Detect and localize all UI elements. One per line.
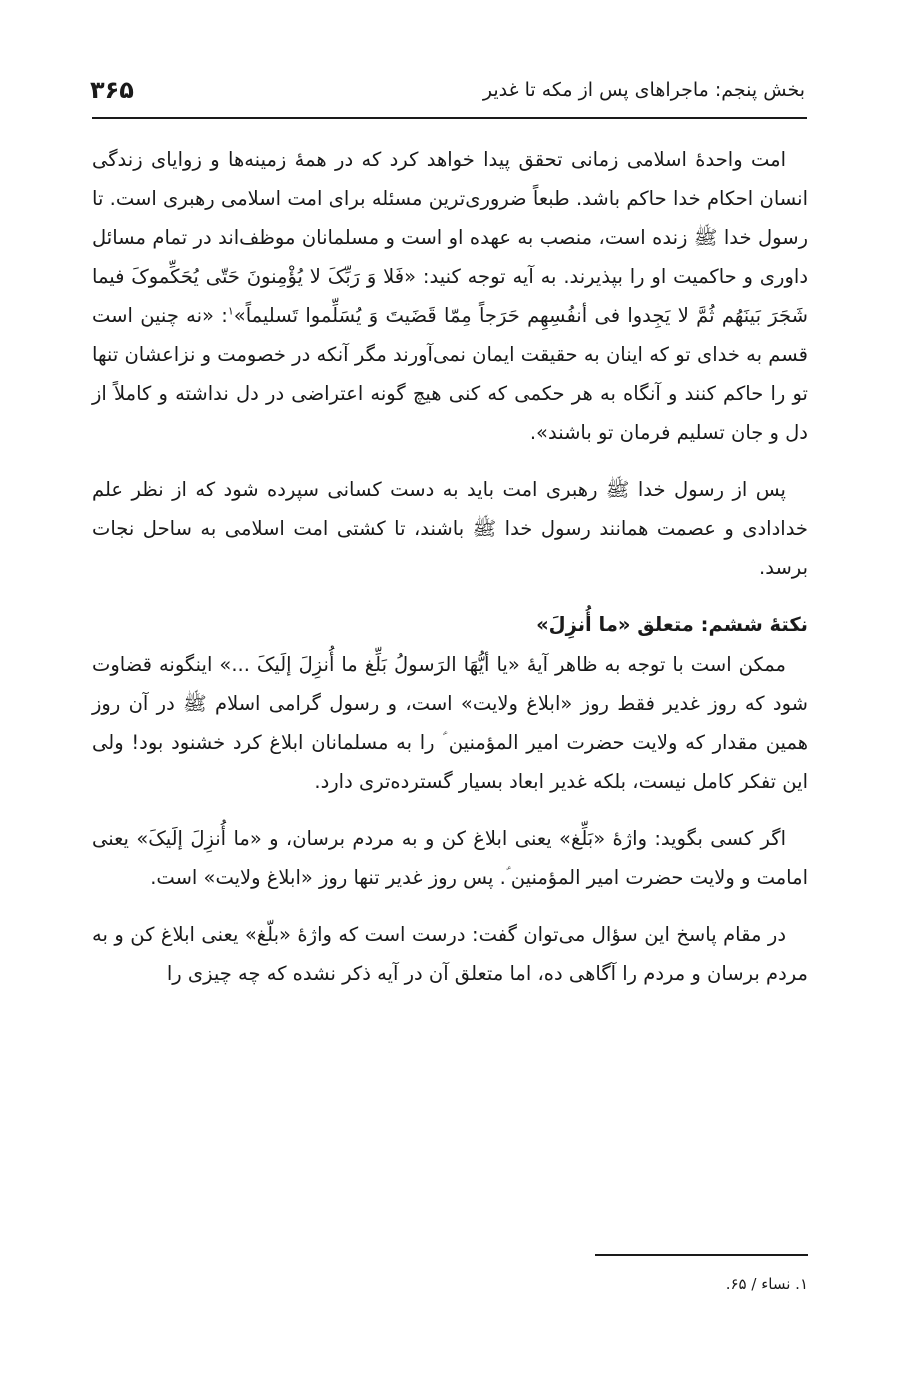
paragraph-4: اگر کسی بگوید: واژهٔ «بَلِّغ» یعنی ابلاغ کن و به مردم برسان، و «ما أُنزِلَ إلَیکَ» یعنی امامت و ولایت حضرت امیر المؤمنین ؑ. پس روز غدیر تنها روز «ابلاغ ولایت» است.: [92, 827, 808, 889]
running-title: بخش پنجم: ماجراهای پس از مکه تا غدیر: [482, 79, 805, 101]
body-text: [92, 140, 808, 1011]
paragraph-1: [92, 140, 808, 452]
header-rule: [92, 117, 807, 119]
footnote: ۱. نساء / ۶۵.: [725, 1275, 808, 1293]
paragraph-3: ممکن است با توجه به ظاهر آیهٔ «یا أیُّهَا الرَسولُ بَلِّغ ما أُنزِلَ إلَیکَ ...» اینگونه قضاوت شود که روز غدیر فقط روز «ابلاغ ولایت» است، و رسول گرامی اسلام ﷺ در آن روز همین مقدار که ولایت حضرت امیر المؤمنین ؑ را به مسلمانان ابلاغ کرد خشنود بود! ولی این تفکر کامل نیست، بلکه غدیر ابعاد بسیار گسترده‌تری دارد.: [92, 653, 808, 793]
paragraph-2: پس از رسول خدا ﷺ رهبری امت باید به دست کسانی سپرده شود که از نظر علم خدادادی و عصمت همانند رسول خدا ﷺ باشند، تا کشتی امت اسلامی به ساحل نجات برسد.: [92, 478, 808, 579]
section-heading: نکتهٔ ششم: متعلق «ما أُنزِلَ»: [536, 613, 808, 636]
paragraph-5: در مقام پاسخ این سؤال می‌توان گفت: درست است که واژهٔ «بلّغ» یعنی ابلاغ کن و به مردم برسان و مردم را آگاهی ده، اما متعلق آن در آیه ذکر نشده که چه چیزی را: [92, 923, 808, 985]
footnote-marker: ۱: [227, 304, 234, 318]
paragraph-1-end: : «نه چنین است قسم به خدای تو که اینان به حقیقت ایمان نمی‌آورند مگر آنکه در خصومت و نزاعشان تنها تو را حاکم کنند و آنگاه به هر حکمی که کنی هیچ گونه اعتراضی در دل نداشته و کاملاً از دل و جان تسلیم فرمان تو باشند».: [92, 304, 808, 444]
footnote-rule: [595, 1254, 808, 1256]
page-header: [90, 70, 805, 110]
paragraph-1-text: امت واحدهٔ اسلامی زمانی تحقق پیدا خواهد کرد که در همهٔ زمینه‌ها و زوایای زندگی انسان احکام خدا حاکم باشد. طبعاً ضروری‌ترین مسئله برای امت اسلامی رهبری است. تا رسول خدا ﷺ زنده است، منصب به عهده او است و مسلمانان موظف‌اند در تمام مسائل داوری و حاکمیت او را بپذیرند. به آیه توجه کنید: «فَلا وَ رَبِّکَ لا یُؤْمِنونَ حَتّی یُحَکِّموکَ فیما شَجَرَ بَینَهُم ثُمَّ لا یَجِدوا فی أنفُسِهِم حَرَجاً مِمّا قَضَیتَ وَ یُسَلِّموا تَسلیماً»: [92, 148, 808, 327]
page-number: ۳۶۵: [90, 76, 134, 104]
